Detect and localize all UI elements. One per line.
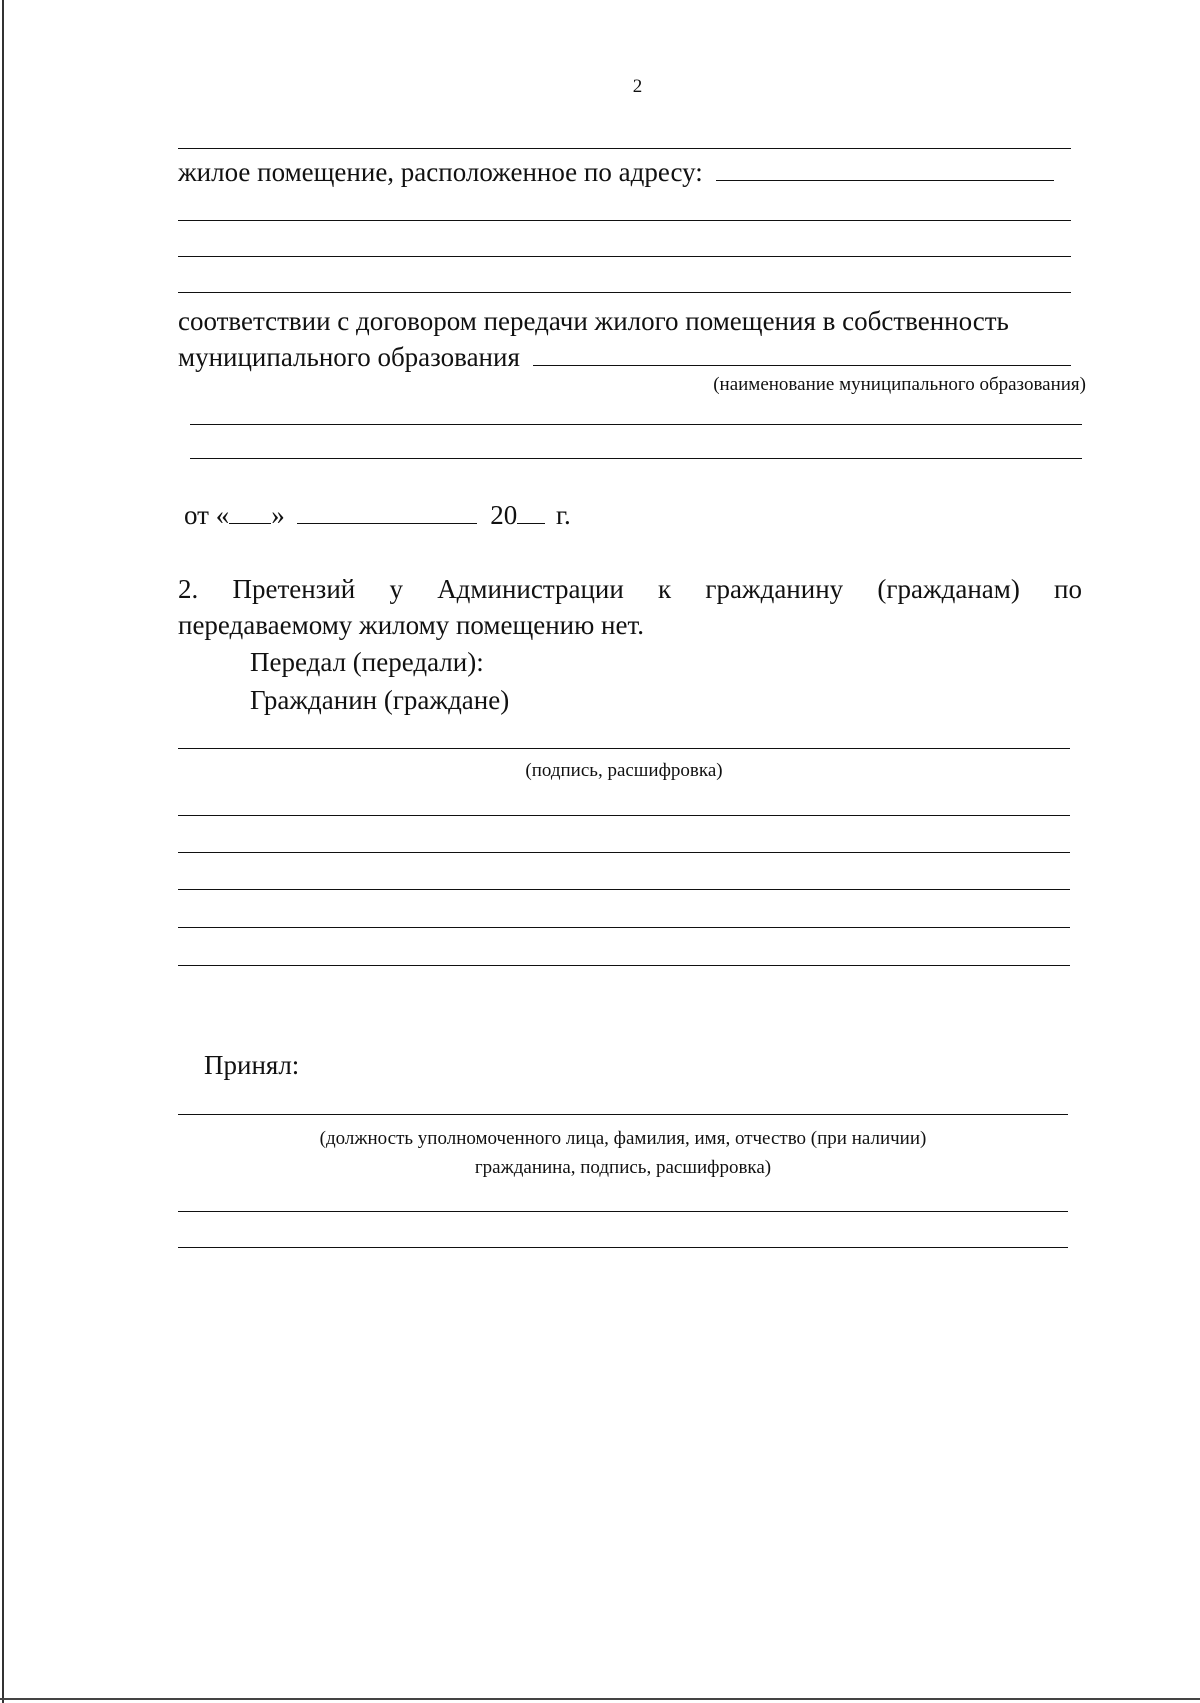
claim-word: Претензий: [232, 574, 356, 604]
blank-line[interactable]: [178, 292, 1071, 293]
month-blank[interactable]: [297, 501, 477, 524]
page-number: 2: [632, 76, 643, 97]
claim-word: к: [658, 574, 672, 604]
blank-line[interactable]: [178, 220, 1071, 221]
municipality-label: муниципального образования: [178, 342, 520, 372]
blank-line[interactable]: [178, 889, 1070, 890]
contract-line-1: соответствии с договором передачи жилого помещения в собственность: [178, 306, 1009, 336]
scan-border-left: [2, 0, 4, 1703]
claim-word: по: [1054, 574, 1082, 604]
accepted-signature-line[interactable]: [178, 1114, 1068, 1115]
municipality-blank[interactable]: [533, 343, 1071, 366]
blank-line[interactable]: [178, 256, 1071, 257]
address-blank[interactable]: [716, 158, 1054, 181]
claim-line-2: передаваемому жилому помещению нет.: [178, 610, 645, 640]
signature-line[interactable]: [178, 748, 1070, 749]
blank-line[interactable]: [178, 927, 1070, 928]
year-suffix: г.: [555, 500, 571, 530]
claim-word: у: [389, 574, 403, 604]
blank-line[interactable]: [190, 424, 1082, 425]
blank-line[interactable]: [178, 965, 1070, 966]
transferred-label: Передал (передали):: [250, 647, 484, 677]
blank-line[interactable]: [190, 458, 1082, 459]
blank-line[interactable]: [178, 815, 1070, 816]
accepted-caption-1: (должность уполномоченного лица, фамилия, имя, отчество (при наличии): [319, 1128, 927, 1149]
year-blank[interactable]: [517, 501, 545, 524]
citizen-label: Гражданин (граждане): [250, 685, 510, 715]
municipality-caption: (наименование муниципального образования): [713, 374, 1086, 395]
contract-line-2: [178, 340, 1071, 374]
date-from-label: от «: [184, 500, 230, 530]
claim-word: (гражданам): [877, 574, 1020, 604]
blank-line[interactable]: [178, 1211, 1068, 1212]
blank-line[interactable]: [178, 1247, 1068, 1248]
accepted-label: Принял:: [204, 1050, 300, 1080]
day-blank[interactable]: [229, 501, 271, 524]
claim-word: Администрации: [437, 574, 624, 604]
contract-date: [184, 498, 571, 532]
signature-caption: (подпись, расшифровка): [525, 760, 723, 781]
claim-word: гражданину: [705, 574, 844, 604]
blank-line[interactable]: [178, 852, 1070, 853]
year-prefix: 20: [490, 500, 518, 530]
claim-word: 2.: [178, 574, 199, 604]
blank-line[interactable]: [178, 148, 1071, 149]
accepted-caption-2: гражданина, подпись, расшифровка): [474, 1157, 772, 1178]
claim-line-1: [178, 572, 1082, 606]
address-label: жилое помещение, расположенное по адресу:: [178, 157, 703, 187]
address-line: [178, 155, 1054, 189]
date-close-quote: »: [271, 500, 285, 530]
scan-border-bottom: [0, 1698, 1200, 1700]
